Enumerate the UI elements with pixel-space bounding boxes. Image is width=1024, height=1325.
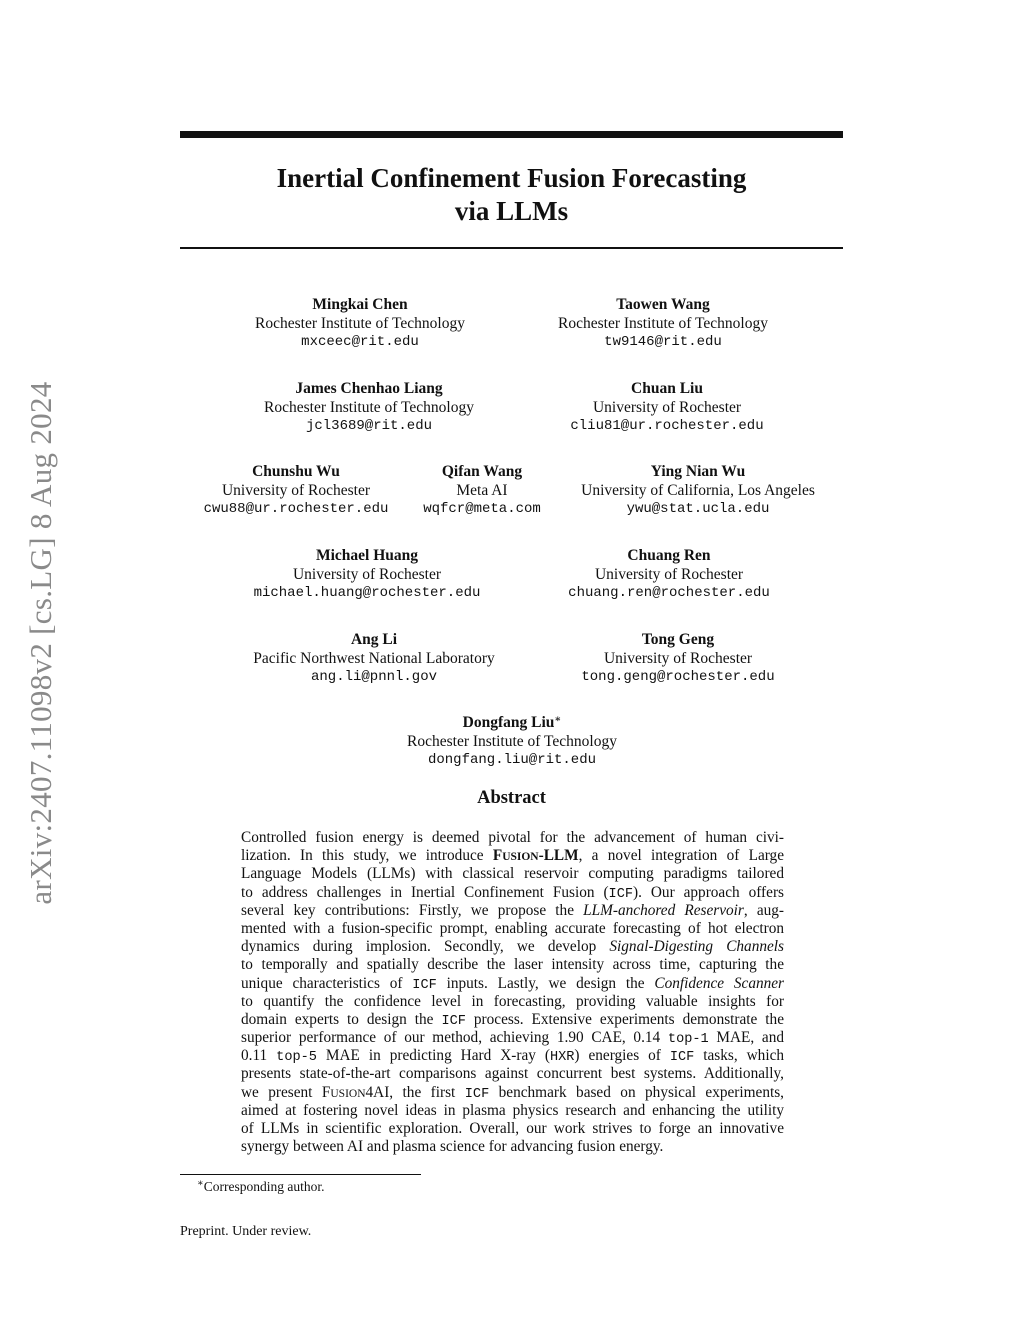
abstract-text: superior performance of our method, achieving 1.90 CAE, 0.14 — [241, 1029, 668, 1047]
author-name: Taowen Wang — [616, 296, 710, 313]
author-affiliation: University of Rochester — [603, 649, 753, 667]
footnote-mark: ∗ — [197, 1178, 204, 1189]
abstract-text: to address challenges in Inertial Confinement Fusion ( — [241, 883, 609, 901]
author-block — [568, 547, 770, 603]
arxiv-identifier-stamp: arXiv:2407.11098v2 [cs.LG] 8 Aug 2024 — [23, 381, 58, 905]
smallcaps-rest: USION — [502, 851, 539, 864]
author-name: Qifan Wang — [441, 463, 523, 480]
author-block — [255, 296, 465, 352]
abstract-line — [241, 975, 784, 993]
preprint-note: Preprint. Under review. — [180, 1224, 312, 1239]
author-email: ywu@stat.ucla.edu — [626, 501, 770, 518]
author-email: wqfcr@meta.com — [423, 501, 541, 518]
abstract-text: inputs. Lastly, we design the — [436, 974, 655, 992]
author-email: tong.geng@rochester.edu — [581, 669, 775, 686]
reservoir-term: LLM-anchored Reservoir — [583, 901, 744, 919]
abstract-text: mented with a fusion-specific prompt, enabling accurate forecasting of hot electron — [241, 919, 784, 937]
abstract-line — [241, 920, 784, 938]
author-block — [264, 380, 474, 436]
author-affiliation: University of Rochester — [221, 481, 371, 499]
abstract-text: , a novel integration of Large — [578, 847, 784, 865]
author-affiliation: Rochester Institute of Technology — [255, 314, 465, 332]
author-block — [254, 547, 481, 603]
author-name: Ying Nian Wu — [650, 463, 746, 480]
author-affiliation: University of Rochester — [594, 565, 744, 583]
abstract-line — [241, 1102, 784, 1120]
author-email: jcl3689@rit.edu — [305, 418, 433, 435]
abstract-text: dynamics during implosion. Secondly, we develop — [241, 938, 610, 956]
author-email: tw9146@rit.edu — [604, 334, 722, 351]
author-affiliation: Meta AI — [456, 481, 508, 499]
author-email: chuang.ren@rochester.edu — [568, 585, 770, 602]
author-email: cwu88@ur.rochester.edu — [203, 501, 389, 518]
abstract-line — [241, 1047, 784, 1065]
author-affiliation: Rochester Institute of Technology — [264, 398, 474, 416]
abstract-text: synergy between AI and plasma science for advancing fusion energy. — [241, 1138, 664, 1156]
abstract-text: 4AI, the first — [365, 1083, 465, 1101]
author-name: Michael Huang — [315, 547, 419, 564]
author-name-text: Dongfang Liu — [462, 714, 555, 731]
author-block — [558, 296, 768, 352]
title-bottom-rule — [180, 247, 843, 249]
top1-term: top-1 — [667, 1032, 709, 1048]
abstract-line — [241, 1084, 784, 1102]
abstract-line — [241, 1120, 784, 1138]
abstract-line — [241, 847, 784, 865]
author-email: mxceec@rit.edu — [301, 334, 419, 351]
footnote — [197, 1179, 325, 1195]
author-block — [253, 631, 494, 687]
icf-term: ICF — [608, 886, 634, 902]
abstract-text: presents state-of-the-art comparisons against concurrent best systems. Additionally, — [241, 1065, 784, 1083]
abstract-text: ). Our approach offers — [633, 883, 784, 901]
author-email: cliu81@ur.rochester.edu — [570, 418, 764, 435]
abstract-text: of LLMs in scientific exploration. Overall, our work strives to forge an innovative — [241, 1120, 784, 1137]
abstract-text: aimed at fostering novel ideas in plasma physics research and enhancing the utility — [241, 1101, 784, 1119]
author-affiliation: University of Rochester — [292, 565, 442, 583]
abstract-text: to quantify the confidence level in forecasting, providing valuable insights for — [241, 992, 784, 1010]
top5-term: top-5 — [276, 1050, 317, 1066]
author-name: Ang Li — [350, 631, 398, 648]
smallcaps-initial: F — [492, 847, 503, 865]
abstract-text: benchmark based on physical experiments, — [489, 1083, 785, 1101]
abstract-text: 0.11 — [241, 1047, 277, 1065]
abstract-line — [241, 993, 784, 1011]
author-block — [581, 631, 774, 687]
icf-term: ICF — [441, 1013, 466, 1029]
abstract-text: MAE in predicting Hard X-ray ( — [316, 1047, 550, 1065]
abstract-text: , aug- — [743, 901, 784, 919]
author-block — [407, 714, 617, 770]
author-name: Tong Geng — [641, 631, 715, 648]
abstract-line — [241, 865, 784, 883]
abstract-line — [241, 1011, 784, 1029]
author-name: James Chenhao Liang — [295, 380, 443, 397]
abstract-line — [241, 1138, 784, 1156]
abstract-line — [241, 1065, 784, 1083]
author-name: Chunshu Wu — [252, 463, 340, 480]
author-block — [204, 463, 389, 519]
abstract-text: Language Models (LLMs) with classical reservoir computing paradigms tailored — [241, 865, 784, 883]
author-block — [581, 463, 815, 519]
abstract-text: unique characteristics of — [241, 974, 413, 992]
abstract-line — [241, 938, 784, 956]
abstract-text: to temporally and spatially describe the laser intensity across time, capturing the — [241, 956, 784, 974]
smallcaps-rest: USION — [330, 1087, 366, 1100]
abstract-text: MAE, and — [708, 1029, 784, 1047]
abstract-text: we present F — [241, 1083, 331, 1101]
abstract-body — [241, 829, 784, 1156]
footnote-rule — [180, 1174, 421, 1175]
author-email: dongfang.liu@rit.edu — [427, 752, 597, 769]
title-top-rule — [180, 131, 843, 138]
paper-title — [180, 162, 843, 228]
author-affiliation: Rochester Institute of Technology — [407, 732, 617, 750]
author-name: Chuan Liu — [631, 380, 703, 397]
footnote-text: Corresponding author. — [203, 1179, 325, 1194]
abstract-heading: Abstract — [477, 788, 546, 808]
author-block — [570, 380, 763, 436]
author-name: Mingkai Chen — [312, 296, 408, 313]
author-affiliation: Pacific Northwest National Laboratory — [253, 649, 495, 667]
channels-term: Signal-Digesting Channels — [609, 938, 784, 956]
author-email: ang.li@pnnl.gov — [310, 669, 438, 686]
abstract-text: several key contributions: Firstly, we propose the — [241, 901, 584, 919]
abstract-text: tasks, which — [694, 1047, 785, 1065]
title-line-1: Inertial Confinement Fusion Forecasting — [276, 163, 747, 193]
fusion-llm-name — [493, 847, 579, 864]
abstract-text: ) energies of — [574, 1047, 670, 1065]
abstract-text: Controlled fusion energy is deemed pivotal for the advancement of human civi- — [241, 829, 784, 846]
author-name: Chuang Ren — [627, 547, 711, 564]
icf-term: ICF — [669, 1050, 695, 1066]
hxr-term: HXR — [549, 1050, 575, 1066]
abstract-text: process. Extensive experiments demonstrate the — [465, 1010, 784, 1028]
title-line-2: via LLMs — [454, 196, 569, 226]
abstract-line — [241, 1029, 784, 1047]
abstract-text: lization. In this study, we introduce — [241, 847, 493, 865]
abstract-line — [241, 902, 784, 920]
smallcaps-suffix: -LLM — [538, 847, 579, 865]
author-block — [423, 463, 541, 519]
corresponding-author-mark: ∗ — [554, 714, 562, 725]
icf-term: ICF — [464, 1086, 490, 1102]
scanner-term: Confidence Scanner — [654, 974, 785, 992]
author-name — [407, 714, 617, 733]
abstract-text: domain experts to design the — [241, 1010, 442, 1028]
author-affiliation: Rochester Institute of Technology — [558, 314, 768, 332]
icf-term: ICF — [412, 977, 437, 993]
abstract-line — [241, 884, 784, 902]
abstract-line — [241, 829, 784, 847]
abstract-line — [241, 956, 784, 974]
author-affiliation: University of California, Los Angeles — [581, 481, 815, 499]
author-affiliation: University of Rochester — [592, 398, 742, 416]
author-email: michael.huang@rochester.edu — [253, 585, 481, 602]
